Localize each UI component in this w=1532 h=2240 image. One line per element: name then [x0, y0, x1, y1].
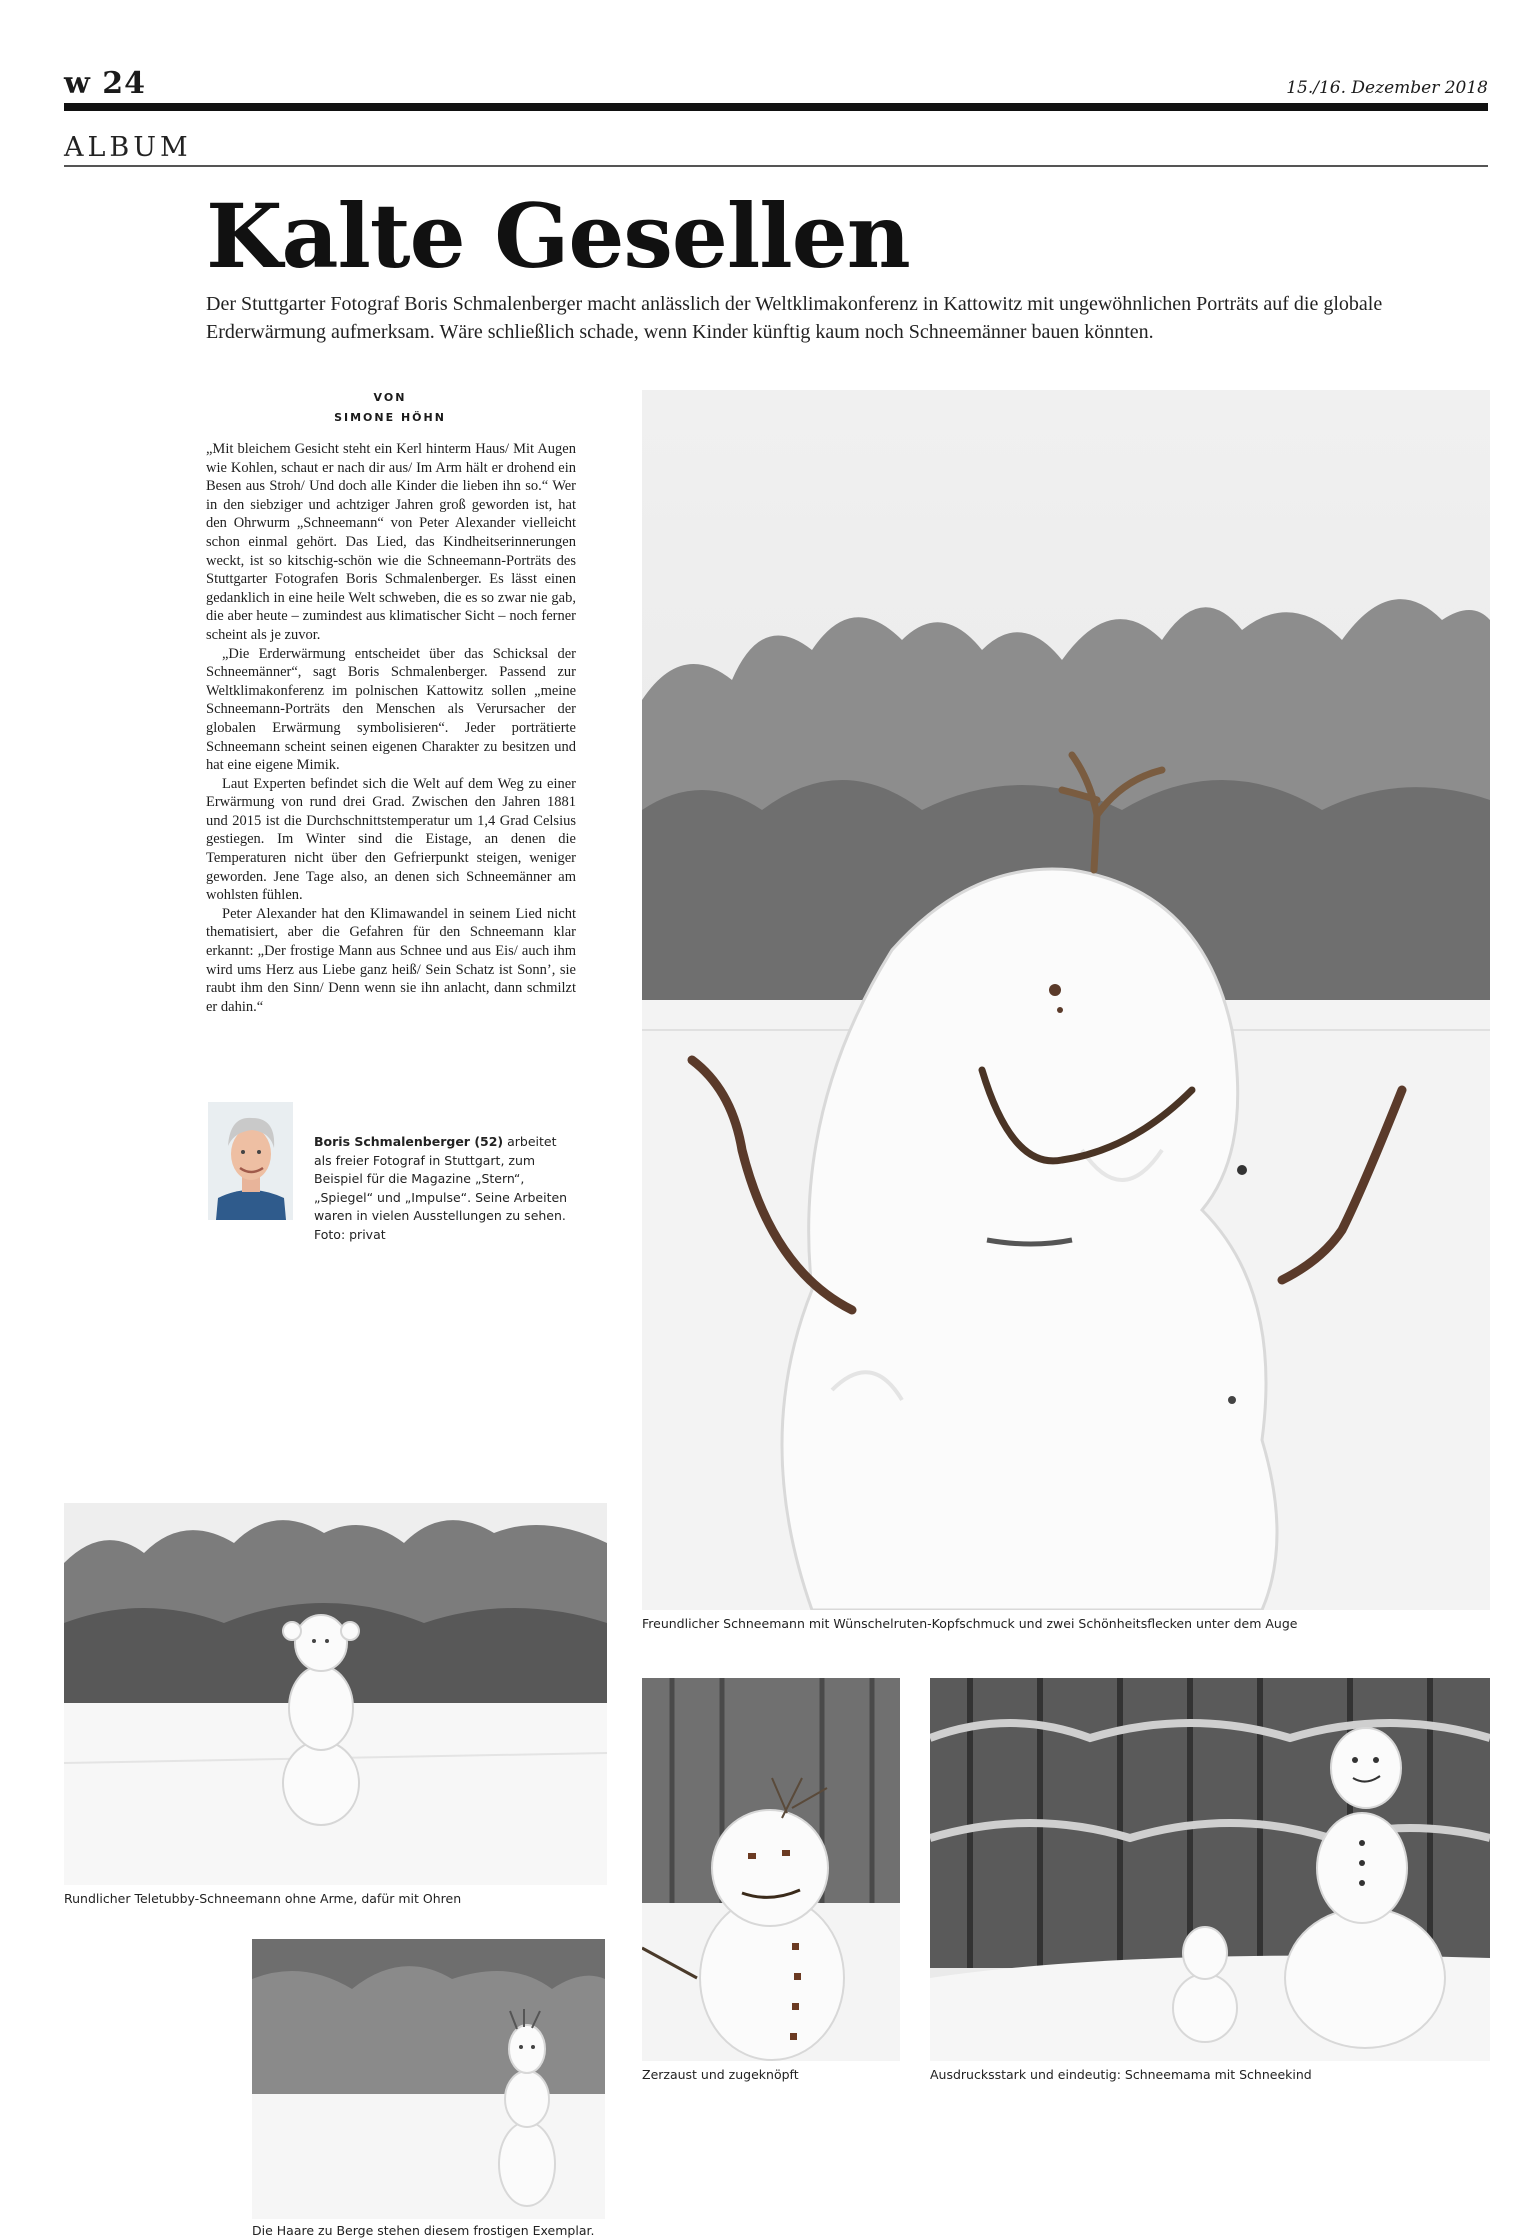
buttoned-snowman-photo	[642, 1678, 900, 2061]
paragraph: Peter Alexander hat den Klimawandel in seinem Lied nicht thematisiert, aber die Gefahren für den Schneemann klar erkannt: „Der frostige Mann aus Schnee und aus Eis/ auch ihm wird ums Herz aus Liebe ganz heiß/ Sein Schatz ist Sonn’, sie raubt ihm den Sinn/ Denn wenn sie ihn anlacht, dann schmilzt er dahin.“	[206, 905, 576, 1015]
caption-main: Freundlicher Schneemann mit Wünschelruten-Kopfschmuck und zwei Schönheitsflecken unter dem Auge	[642, 1616, 1298, 1631]
article-body	[206, 440, 576, 1016]
byline-prefix: VON	[373, 391, 407, 404]
paragraph: „Die Erderwärmung entscheidet über das Schicksal der Schneemänner“, sagt Boris Schmalenberger. Passend zur Weltklimakonferenz im polnischen Kattowitz sollen „meine Schneemann-Porträts den Menschen als Verursacher der globalen Erwärmung symbolisieren“. Jeder porträtierte Schneemann scheint seinen eigenen Charakter zu besitzen und hat eine eigene Mimik.	[206, 645, 576, 774]
teletubby-snowman-photo	[64, 1503, 607, 1885]
hair-snowman-photo	[252, 1939, 605, 2219]
section-rule	[64, 165, 1488, 167]
caption-buttoned: Zerzaust und zugeknöpft	[642, 2067, 799, 2082]
author-bio	[314, 1133, 576, 1245]
paragraph: Laut Experten befindet sich die Welt auf dem Weg zu einer Erwärmung von rund drei Grad. Zwischen den Jahren 1881 und 2015 ist die Durchschnittstemperatur um 1,4 Grad Celsius gestiegen. Im Winter sind die Eistage, an denen die Temperaturen nicht über den Gefrierpunkt steigen, weniger geworden. Jene Tage also, an denen sich Schneemänner am wohlsten fühlen.	[206, 775, 576, 904]
author-portrait	[208, 1102, 293, 1220]
deck: Der Stuttgarter Fotograf Boris Schmalenberger macht anlässlich der Weltklimakonferenz in Kattowitz mit ungewöhnlichen Porträts auf die globale Erderwärmung aufmerksam. Wäre schließlich schade, wenn Kinder künftig kaum noch Schneemänner bauen könnten.	[206, 293, 1383, 343]
paragraph: „Mit bleichem Gesicht steht ein Kerl hinterm Haus/ Mit Augen wie Kohlen, schaut er nach dir aus/ Im Arm hält er drohend ein Besen aus Stroh/ Und doch alle Kinder die lieben ihn so.“ Wer in den siebziger und achtziger Jahren groß geworden ist, hat den Ohrwurm „Schneemann“ von Peter Alexander vielleicht schon einmal gehört. Das Lied, das Kindheitserinnerungen weckt, ist so kitschig-schön wie die Schneemann-Porträts des Stuttgarter Fotografen Boris Schmalenberger. Es lässt einen gedanklich in eine heile Welt schweben, die es so zwar nie gab, die aber heute – zumindest aus klimatischer Sicht – noch ferner scheint als je zuvor.	[206, 441, 576, 643]
issue-date: 15./16. Dezember 2018	[1286, 78, 1488, 98]
header-rule	[64, 103, 1488, 111]
caption-mama: Ausdrucksstark und eindeutig: Schneemama mit Schneekind	[930, 2067, 1312, 2082]
headline: Kalte Gesellen	[206, 184, 910, 288]
author-name: Boris Schmalenberger (52)	[314, 1134, 504, 1149]
byline	[206, 388, 574, 428]
byline-author: SIMONE HÖHN	[334, 411, 446, 424]
caption-hair: Die Haare zu Berge stehen diesem frostigen Exemplar.	[252, 2223, 595, 2238]
author-description: arbeitet als freier Fotograf in Stuttgart, zum Beispiel für die Magazine „Stern“, „Spiegel“ und „Impulse“. Seine Arbeiten waren in vielen Ausstellungen zu sehen. Foto: privat	[314, 1134, 568, 1242]
section-mark: w 24	[64, 66, 147, 101]
mama-snowman-photo	[930, 1678, 1490, 2061]
caption-teletubby: Rundlicher Teletubby-Schneemann ohne Arme, dafür mit Ohren	[64, 1891, 462, 1906]
section-name: ALBUM	[64, 132, 192, 163]
main-snowman-photo	[642, 390, 1490, 1610]
